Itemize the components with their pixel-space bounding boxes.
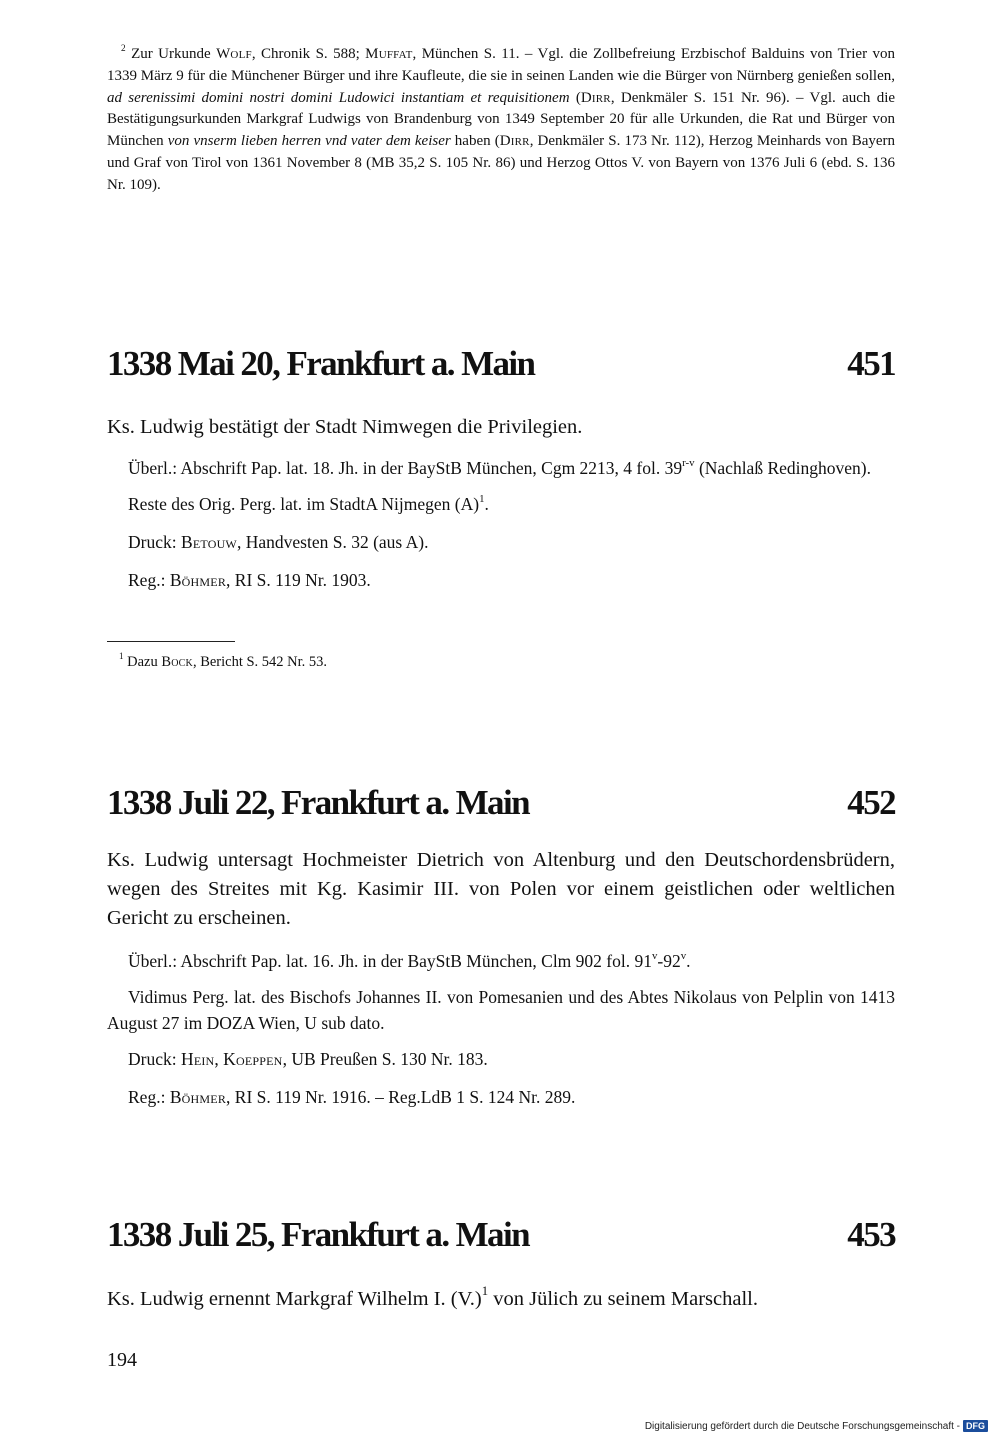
entry-body-452	[107, 846, 895, 933]
entry-heading-453	[107, 1215, 895, 1265]
entry-heading-451	[107, 344, 895, 394]
entry-summary: Ks. Ludwig untersagt Hochmeister Dietrich von Altenburg und den Deutschordensbrüdern, wegen des Streites mit Kg. Kasimir III. von Polen vor einem geistlichen oder weltlichen Gericht zu erscheinen.	[107, 849, 895, 929]
footnote-1: $^1$ Dazu Bock, Bericht S. 542 Nr. 53.	[119, 650, 328, 670]
entry-number: 451	[847, 344, 895, 383]
dfg-logo: DFG	[963, 1420, 988, 1432]
author-name: Bock	[161, 654, 193, 670]
author-name: Wolf	[216, 46, 252, 62]
credit-text: Digitalisierung gefördert durch die Deutsche Forschungsgemeinschaft -	[644, 1420, 960, 1432]
druck-note: Druck: Betouw, Handvesten S. 32 (aus A).	[128, 532, 429, 552]
author-name: Betouw	[180, 532, 237, 552]
author-name: Böhmer	[169, 570, 227, 590]
author-name: Dirr	[499, 133, 530, 150]
footnote-ref: 1	[479, 492, 485, 505]
german-quote: von vnserm lieben herren vnd vater dem keiser	[167, 133, 451, 150]
author-name: Muffat	[365, 46, 413, 62]
uberlieferung: Überl.: Abschrift Pap. lat. 16. Jh. in der BayStB München, Clm 902 fol. 91$^v$-92$^v$.	[128, 949, 691, 971]
entry-notes-451	[107, 455, 895, 593]
author-name: Dirr	[580, 89, 611, 106]
entry-summary: Ks. Ludwig bestätigt der Stadt Nimwegen die Privilegien.	[107, 416, 583, 438]
entry-body-453	[107, 1285, 895, 1314]
entry-date-place: 1338 Juli 22, Frankfurt a. Main	[107, 783, 529, 822]
page-number: 194	[107, 1349, 137, 1371]
vidimus-note: Vidimus Perg. lat. des Bischofs Johannes II. von Pomesanien und des Abtes Nikolaus von Pelplin von 1413 August 27 im DOZA Wien, U sub dato.	[107, 987, 895, 1033]
latin-quote: ad serenissimi domini nostri domini Ludowici instantiam et requisitionem	[107, 89, 570, 106]
author-name: Hein	[180, 1049, 215, 1069]
entry-number: 452	[847, 783, 895, 822]
footnote-ref: 1	[481, 1284, 489, 1299]
druck-note: Druck: Hein, Koeppen, UB Preußen S. 130 Nr. 183.	[128, 1049, 488, 1069]
footnote-2: $^2$ Zur Urkunde Wolf, Chronik S. 588; Muffat, München S. 11. – Vgl. die Zollbefreiung Erzbischof Balduins von Trier von 1339 März 9 für die Münchener Bürger und ihre Kaufleute, die sie in seinen Landen wie die Bürger von Nürnberg genießen sollen, ad serenissimi domini nostri domini Ludowici instantiam et requisitionem (Dirr, Denkmäler S. 151 Nr. 96). – Vgl. auch die Bestätigungsurkunden Markgraf Ludwigs von Brandenburg von 1349 September 20 für alle Urkunden, die Rat und Bürger von München von vnserm lieben herren vnd vater dem keiser haben (Dirr, Denkmäler S. 173 Nr. 112), Herzog Meinhards von Bayern und Graf von Tirol von 1361 November 8 (MB 35,2 S. 105 Nr. 86) und Herzog Ottos V. von Bayern von 1376 Juli 6 (ebd. S. 136 Nr. 109).	[107, 43, 896, 193]
entry-summary: Ks. Ludwig ernennt Markgraf Wilhelm I. $(V.)^1$ von Jülich zu seinem Marschall.	[107, 1284, 758, 1310]
reste-note: Reste des Orig. Perg. lat. im StadtA Nijmegen $(A)^1$.	[128, 492, 489, 514]
entry-number: 453	[847, 1215, 895, 1254]
entry-notes-452	[107, 948, 895, 1110]
author-name: Koeppen	[223, 1049, 283, 1069]
entry-heading-452	[107, 783, 895, 833]
entry-body-451	[107, 413, 895, 442]
author-name: Böhmer	[169, 1087, 227, 1107]
footnote-marker: 2	[121, 43, 126, 54]
funding-credit	[645, 1420, 988, 1432]
regest-note: Reg.: Böhmer, RI S. 119 Nr. 1916. – Reg.LdB 1 S. 124 Nr. 289.	[128, 1087, 576, 1107]
footnote-divider	[107, 641, 235, 642]
uberlieferung: Überl.: Abschrift Pap. lat. 18. Jh. in der BayStB München, Cgm 2213, 4 fol. 39$^{r-v}$ (Nachlaß Redinghoven).	[128, 456, 871, 478]
entry-date-place: 1338 Mai 20, Frankfurt a. Main	[107, 344, 535, 383]
top-footnote	[107, 44, 895, 197]
entry-date-place: 1338 Juli 25, Frankfurt a. Main	[107, 1215, 529, 1254]
regest-note: Reg.: Böhmer, RI S. 119 Nr. 1903.	[128, 570, 371, 590]
